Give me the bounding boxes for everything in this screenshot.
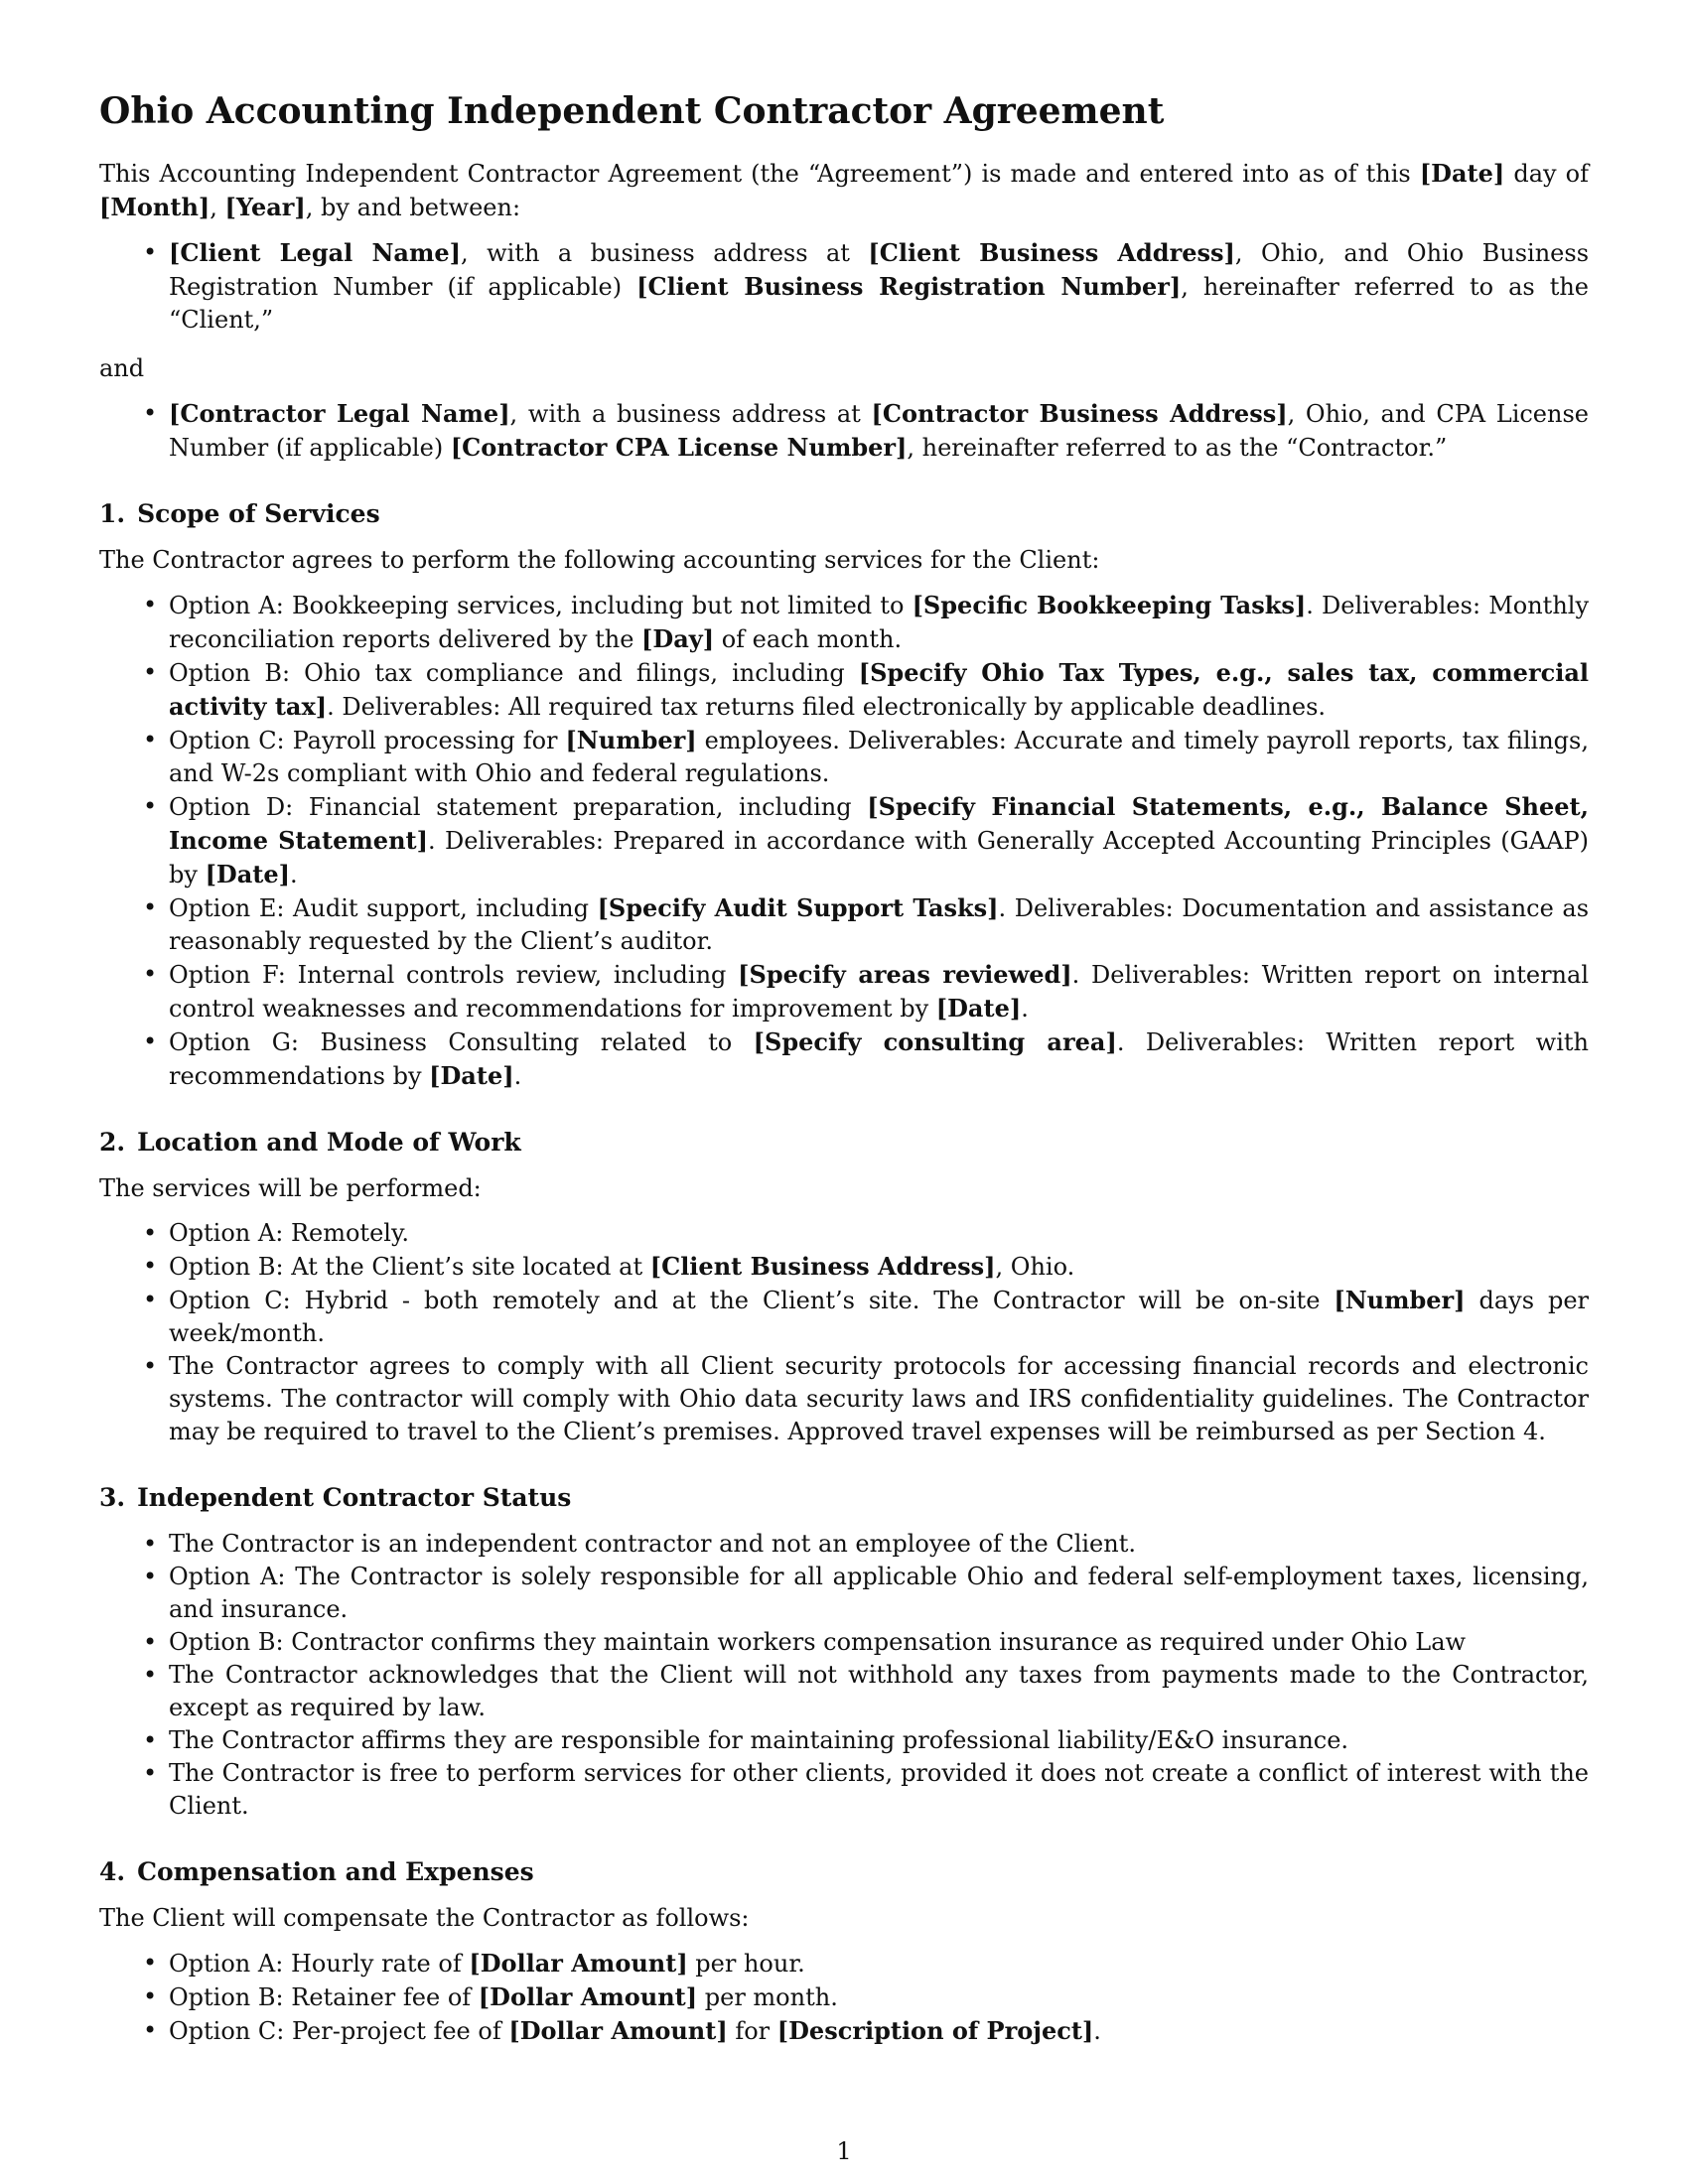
date-placeholder: [Date]: [1419, 159, 1505, 188]
client-party-list: [99, 236, 1589, 337]
list-item: [169, 790, 1589, 891]
section-title: Location and Mode of Work: [137, 1128, 521, 1157]
intro-text: , by and between:: [305, 194, 521, 221]
item-text: Option E: Audit support, including: [169, 894, 598, 922]
party-text: , with a business address at: [460, 239, 869, 267]
client-party-item: [169, 236, 1589, 337]
item-text: Option A: Hourly rate of: [169, 1950, 470, 1978]
list-item: [169, 656, 1589, 724]
item-text: Option B: At the Client’s site located at: [169, 1253, 650, 1281]
scope-options-list: [99, 589, 1589, 1093]
section-heading-location: [99, 1127, 1589, 1159]
placeholder: [Specify consulting area]: [753, 1027, 1117, 1056]
placeholder: [Number]: [565, 726, 697, 754]
item-text: for: [727, 2017, 777, 2045]
party-text: , Ohio, and CPA License Number (if applicable): [169, 400, 1589, 462]
page-number: 1: [836, 2137, 852, 2165]
item-text: .: [1021, 995, 1029, 1023]
item-text: .: [1093, 2017, 1101, 2045]
item-text: Option A: Bookkeeping services, including but not limited to: [169, 592, 913, 619]
document-title: Ohio Accounting Independent Contractor Agreement: [99, 90, 1165, 132]
party-text: , hereinafter referred to as the “Client,”: [169, 273, 1589, 334]
list-item: • Option B: Contractor confirms they maintain workers compensation insurance as required under Ohio Law: [169, 1626, 1589, 1659]
intro-text: ,: [210, 194, 225, 221]
contractor-address-placeholder: [Contractor Business Address]: [871, 399, 1288, 428]
party-text: , hereinafter referred to as the “Contractor.”: [907, 434, 1448, 462]
placeholder: [Date]: [205, 860, 290, 888]
section-number: 4.: [99, 1857, 126, 1886]
list-item: • Option A: Remotely.: [169, 1217, 1589, 1250]
item-text: Option F: Internal controls review, including: [169, 961, 739, 989]
list-item: • The Contractor is an independent contractor and not an employee of the Client.: [169, 1528, 1589, 1561]
party-text: , with a business address at: [509, 400, 872, 428]
section-number: 3.: [99, 1483, 126, 1512]
item-text: . Deliverables: Written report with recommendations by: [169, 1028, 1590, 1090]
item-text: of each month.: [714, 625, 903, 653]
placeholder: [Number]: [1334, 1286, 1466, 1314]
item-text: Option C: Hybrid - both remotely and at the Client’s site. The Contractor will be on-site: [169, 1287, 1335, 1314]
item-text: .: [290, 861, 298, 888]
list-item: [169, 1250, 1589, 1284]
placeholder: [Client Business Address]: [649, 1252, 996, 1281]
status-list: [99, 1528, 1589, 1823]
item-text: .: [513, 1062, 522, 1090]
client-address-placeholder: [Client Business Address]: [868, 238, 1235, 267]
contractor-party-item: [169, 397, 1589, 465]
item-text: Option C: Payroll processing for: [169, 727, 566, 754]
client-registration-placeholder: [Client Business Registration Number]: [636, 272, 1182, 301]
contractor-name-placeholder: [Contractor Legal Name]: [169, 399, 510, 428]
placeholder: [Description of Project]: [776, 2016, 1094, 2045]
item-text: Option B: Ohio tax compliance and filings, including: [169, 659, 859, 687]
section-number: 1.: [99, 499, 126, 528]
list-item: [169, 589, 1589, 656]
placeholder: [Dollar Amount]: [508, 2016, 728, 2045]
list-item: [169, 1980, 1589, 2014]
section-heading-compensation: [99, 1856, 1589, 1888]
placeholder: [Specify areas reviewed]: [738, 960, 1072, 989]
section-title: Compensation and Expenses: [137, 1857, 534, 1886]
document-page: [99, 89, 1589, 2048]
item-text: Option C: Per-project fee of: [169, 2017, 509, 2045]
item-text: . Deliverables: Monthly reconciliation reports delivered by the: [169, 592, 1590, 653]
list-item: [169, 2014, 1589, 2048]
section-heading-scope: [99, 498, 1589, 530]
list-item: • The Contractor is free to perform services for other clients, provided it does not create a conflict of interest with the Client.: [169, 1757, 1589, 1823]
placeholder: [Specify Audit Support Tasks]: [597, 893, 999, 922]
item-text: . Deliverables: All required tax returns filed electronically by applicable deadlines.: [327, 693, 1327, 721]
placeholder: [Specify Ohio Tax Types, e.g., sales tax, commercial activity tax]: [169, 658, 1589, 721]
list-item: • The Contractor acknowledges that the Client will not withhold any taxes from payments made to the Contractor, except as required by law.: [169, 1659, 1589, 1724]
list-item: [169, 1947, 1589, 1980]
list-item: [169, 958, 1589, 1025]
section-intro: The Client will compensate the Contractor as follows:: [99, 1904, 750, 1932]
and-text: and: [99, 354, 145, 382]
section-title: Scope of Services: [137, 499, 380, 528]
item-text: Option B: Retainer fee of: [169, 1983, 479, 2011]
placeholder: [Specify Financial Statements, e.g., Balance Sheet, Income Statement]: [169, 792, 1589, 855]
month-placeholder: [Month]: [99, 193, 211, 221]
placeholder: [Day]: [641, 624, 715, 653]
item-text: . Deliverables: Prepared in accordance with Generally Accepted Accounting Principles (GAAP) by: [169, 827, 1589, 888]
intro-text: This Accounting Independent Contractor Agreement (the “Agreement”) is made and entered into as of this: [99, 160, 1420, 188]
list-item: [169, 1284, 1589, 1350]
placeholder: [Date]: [935, 994, 1022, 1023]
item-text: . Deliverables: Written report on internal control weaknesses and recommendations for improvement by: [169, 961, 1589, 1023]
list-item: [169, 724, 1589, 790]
item-text: Option D: Financial statement preparation, including: [169, 793, 868, 821]
section-heading-status: [99, 1482, 1589, 1514]
intro-text: day of: [1504, 160, 1589, 188]
item-text: . Deliverables: Documentation and assistance as reasonably requested by the Client’s auditor.: [169, 894, 1590, 955]
item-text: days per week/month.: [169, 1287, 1590, 1347]
list-item: [169, 891, 1589, 958]
list-item: • Option A: The Contractor is solely responsible for all applicable Ohio and federal self-employment taxes, licensing, and insurance.: [169, 1561, 1589, 1626]
section-number: 2.: [99, 1128, 126, 1157]
item-text: employees. Deliverables: Accurate and timely payroll reports, tax filings, and W-2s compliant with Ohio and federal regulations.: [169, 727, 1589, 787]
party-text: , Ohio, and Ohio Business Registration Number (if applicable): [169, 239, 1590, 301]
contractor-license-placeholder: [Contractor CPA License Number]: [450, 433, 908, 462]
contractor-party-list: [99, 397, 1589, 465]
item-text: Option G: Business Consulting related to: [169, 1028, 754, 1056]
section-intro: The Contractor agrees to perform the following accounting services for the Client:: [99, 546, 1100, 574]
section-title: Independent Contractor Status: [137, 1483, 572, 1512]
list-item: • The Contractor affirms they are responsible for maintaining professional liability/E&O insurance.: [169, 1724, 1589, 1757]
placeholder: [Dollar Amount]: [478, 1982, 698, 2011]
list-item: [169, 1025, 1589, 1093]
location-options-list: [99, 1217, 1589, 1448]
placeholder: [Dollar Amount]: [469, 1949, 688, 1978]
compensation-options-list: [99, 1947, 1589, 2048]
item-text: , Ohio.: [995, 1253, 1075, 1281]
item-text: per hour.: [687, 1950, 805, 1978]
intro-paragraph: [99, 157, 1589, 224]
placeholder: [Specific Bookkeeping Tasks]: [912, 591, 1307, 619]
item-text: per month.: [697, 1983, 838, 2011]
list-item: • The Contractor agrees to comply with all Client security protocols for accessing financial records and electronic systems. The contractor will comply with Ohio data security laws and IRS confidentiality guidelines. The Contractor may be required to travel to the Client’s premises. Approved travel expenses will be reimbursed as per Section 4.: [169, 1350, 1589, 1448]
section-intro: The services will be performed:: [99, 1174, 482, 1202]
placeholder: [Date]: [429, 1061, 514, 1090]
client-name-placeholder: [Client Legal Name]: [169, 238, 461, 267]
year-placeholder: [Year]: [224, 193, 306, 221]
